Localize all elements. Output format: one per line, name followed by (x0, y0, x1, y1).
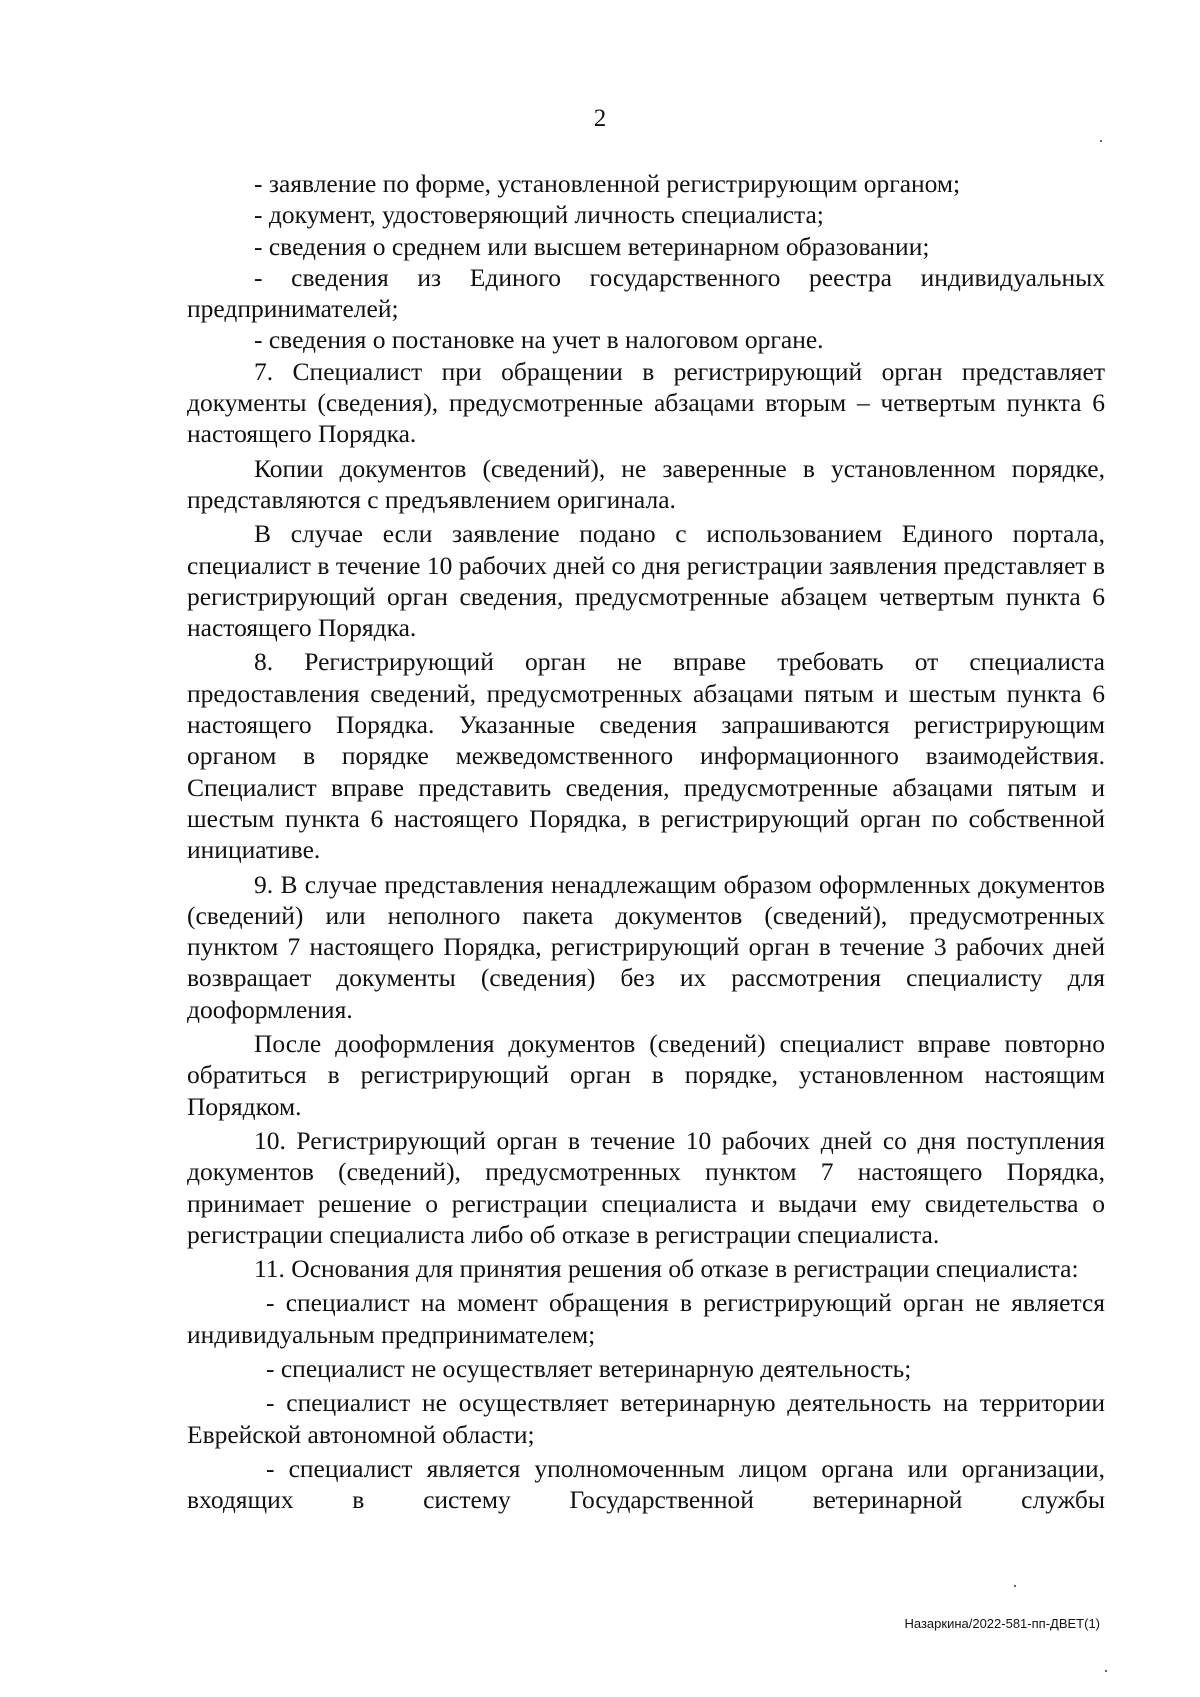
paragraph: Копии документов (сведений), не заверенные в установленном порядке, представляются с предъявлением оригинала. (187, 453, 1105, 514)
paragraph: 10. Регистрирующий орган в течение 10 рабочих дней со дня поступления документов (сведений), предусмотренных пунктом 7 настоящего Порядка, принимает решение о регистрации специалиста и выдачи ему свидетельства о регистрации специалиста либо об отказе в регистрации специалиста. (187, 1125, 1105, 1249)
paragraph: - специалист является уполномоченным лицом органа или организации, входящих в систему Государственной ветеринарной службы (187, 1453, 1105, 1515)
scan-speck (1105, 1670, 1107, 1672)
scan-speck (1100, 140, 1102, 142)
paragraph: В случае если заявление подано с использованием Единого портала, специалист в течение 10 рабочих дней со дня регистрации заявления представляет в регистрирующий орган сведения, предусмотренные абзацем четвертым пункта 6 настоящего Порядка. (187, 519, 1105, 643)
paragraph: - сведения о среднем или высшем ветеринарном образовании; (254, 231, 930, 261)
paragraph: - специалист не осуществляет ветеринарную деятельность; (266, 1353, 912, 1383)
paragraph: 7. Специалист при обращении в регистрирующий орган представляет документы (сведения), предусмотренные абзацами вторым – четвертым пункта 6 настоящего Порядка. (187, 356, 1105, 449)
paragraph: - специалист не осуществляет ветеринарную деятельность на территории Еврейской автономной области; (187, 1388, 1105, 1449)
paragraph: 9. В случае представления ненадлежащим образом оформленных документов (сведений) или неполного пакета документов (сведений), предусмотренных пунктом 7 настоящего Порядка, регистрирующий орган в течение 3 рабочих дней возвращает документы (сведения) без их рассмотрения специалисту для дооформления. (187, 869, 1105, 1024)
document-body (187, 168, 1105, 1515)
paragraph: - сведения из Единого государственного реестра индивидуальных предпринимателей; (187, 262, 1105, 324)
paragraph: 11. Основания для принятия решения об отказе в регистрации специалиста: (254, 1254, 1079, 1284)
paragraph: 8. Регистрирующий орган не вправе требовать от специалиста предоставления сведений, предусмотренных абзацами пятым и шестым пункта 6 настоящего Порядка. Указанные сведения запрашиваются регистрирующим органом в порядке межведомственного информационного взаимодействия. Специалист вправе представить сведения, предусмотренные абзацами пятым и шестым пункта 6 настоящего Порядка, в регистрирующий орган по собственной инициативе. (187, 647, 1105, 865)
paragraph: После дооформления документов (сведений) специалист вправе повторно обратиться в регистрирующий орган в порядке, установленном настоящим Порядком. (187, 1029, 1105, 1121)
paragraph: - специалист на момент обращения в регистрирующий орган не является индивидуальным предпринимателем; (187, 1288, 1105, 1349)
paragraph: - документ, удостоверяющий личность специалиста; (254, 200, 824, 230)
paragraph: - заявление по форме, установленной регистрирующим органом; (254, 169, 961, 198)
page-number: 2 (593, 105, 607, 132)
scan-speck (1014, 1585, 1016, 1587)
document-reference: Назаркина/2022-581-пп-ДВЕТ(1) (904, 1616, 1100, 1631)
paragraph: - сведения о постановке на учет в налоговом органе. (254, 325, 824, 355)
